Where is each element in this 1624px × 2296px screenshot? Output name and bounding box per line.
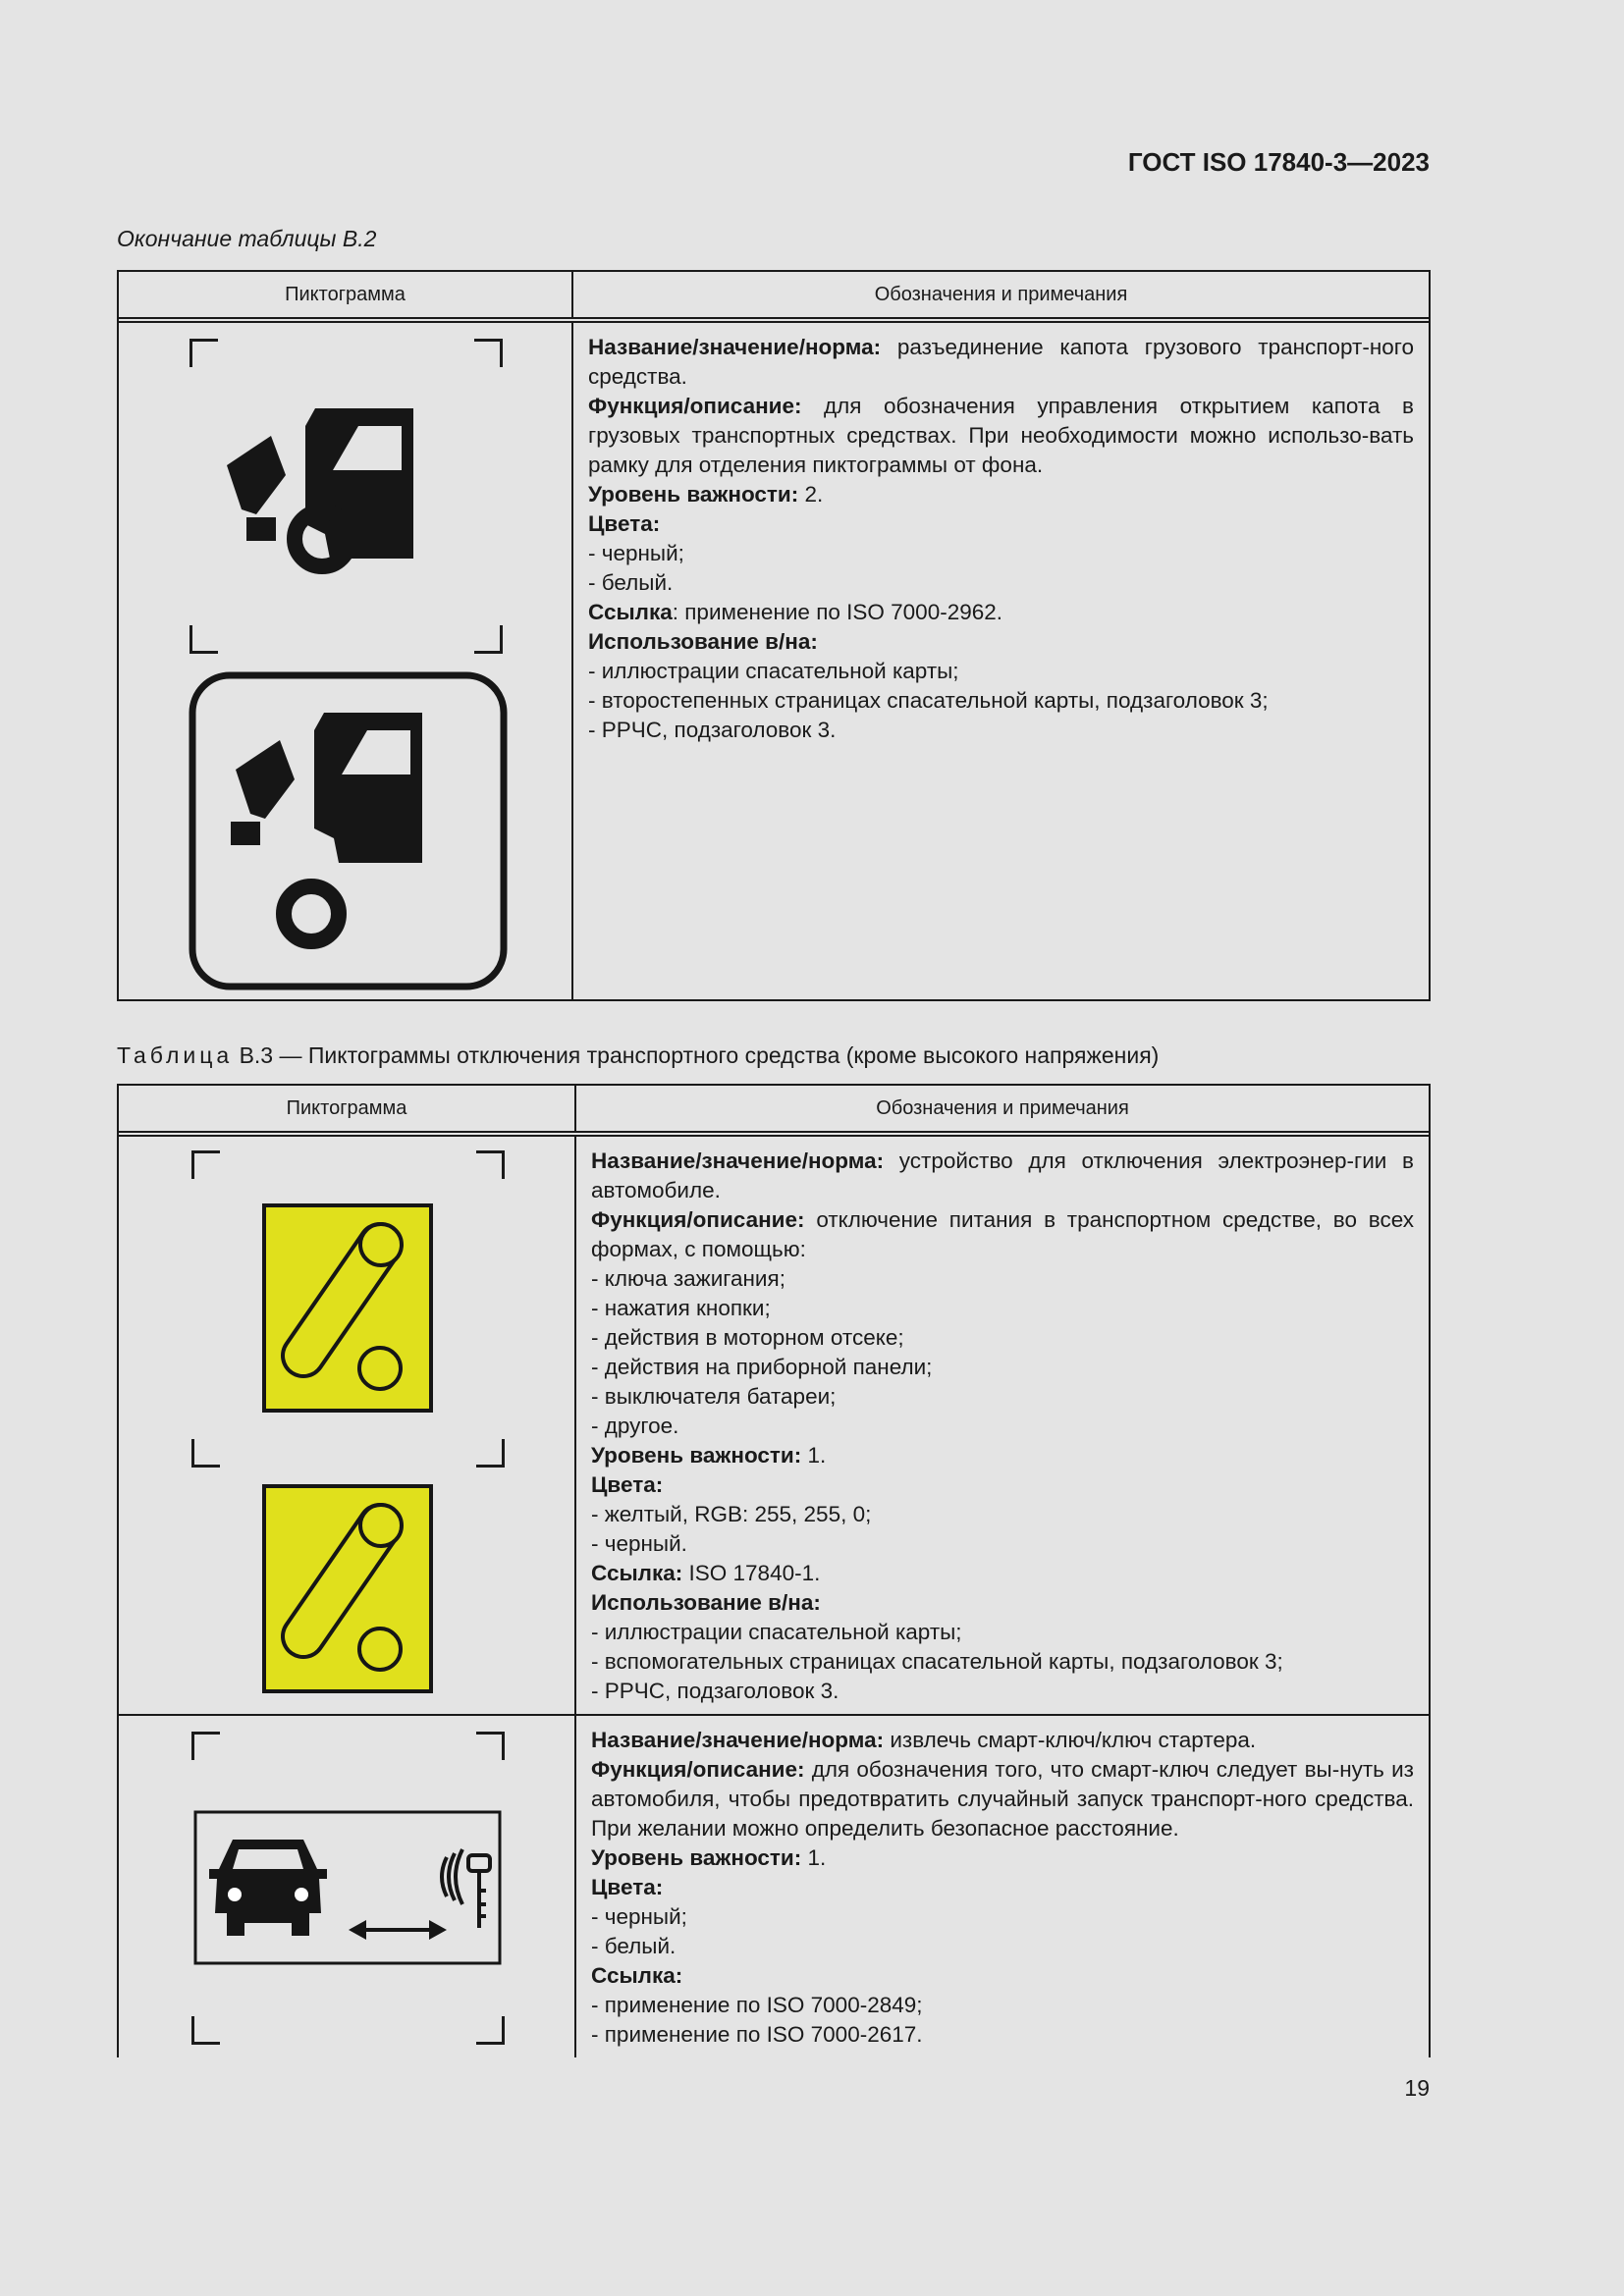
notes-cell — [576, 1716, 1429, 2057]
reference-value: : применение по ISO 7000-2962. — [672, 600, 1003, 624]
list-item: - второстепенных страницах спасательной карты, подзаголовок 3; — [588, 688, 1269, 713]
power-disconnect-icon — [262, 1203, 433, 1413]
table-b2 — [117, 270, 1431, 1001]
table-b3 — [117, 1084, 1431, 2057]
usage-label: Использование в/на: — [588, 629, 818, 654]
table-b2-caption: Окончание таблицы В.2 — [117, 226, 377, 251]
frame-corner — [189, 339, 218, 367]
usage-label: Использование в/на: — [591, 1590, 821, 1615]
list-item: - белый. — [591, 1934, 677, 1958]
caption-text: В.3 — Пиктограммы отключения транспортного средства (кроме высокого напряжения) — [233, 1042, 1160, 1068]
list-item: - действия в моторном отсеке; — [591, 1325, 904, 1350]
frame-corner — [476, 2016, 505, 2045]
frame-corner — [474, 339, 503, 367]
frame-corner — [474, 625, 503, 654]
list-item: - другое. — [591, 1414, 679, 1438]
colors-label: Цвета: — [588, 511, 661, 536]
list-item: - иллюстрации спасательной карты; — [591, 1620, 962, 1644]
level-value: 1. — [807, 1443, 827, 1468]
reference-value: ISO 17840-1. — [688, 1561, 821, 1585]
reference-label: Ссылка: — [591, 1561, 683, 1585]
name-label: Название/значение/норма: — [591, 1728, 885, 1752]
notes-cell — [573, 323, 1429, 1001]
truck-hood-release-framed-icon — [189, 671, 508, 990]
name-label: Название/значение/норма: — [588, 335, 882, 359]
column-header-pictogram: Пиктограмма — [119, 1086, 576, 1131]
frame-corner — [191, 2016, 220, 2045]
frame-corner — [189, 625, 218, 654]
pictogram-cell — [119, 1137, 576, 1714]
frame-corner — [476, 1439, 505, 1468]
table-row — [119, 1714, 1429, 2057]
colors-label: Цвета: — [591, 1472, 664, 1497]
frame-corner — [191, 1150, 220, 1179]
function-value: для обозначения управления открытием капота в грузовых транспортных средствах. При необходимости можно использо-вать рамку для отделения пиктограммы от фона. — [588, 394, 1414, 477]
function-value: для обозначения того, что смарт-ключ следует вы-нуть из автомобиля, чтобы предотвратить случайный запуск транспорт-ного средства. При желании можно определить безопасное расстояние. — [591, 1757, 1414, 1841]
remove-smart-key-icon — [193, 1810, 502, 1965]
power-disconnect-icon-alt — [262, 1484, 433, 1693]
function-value: отключение питания в транспортном средстве, во всех формах, с помощью: — [591, 1207, 1414, 1261]
list-item: - ключа зажигания; — [591, 1266, 785, 1291]
colors-label: Цвета: — [591, 1875, 664, 1899]
list-item: - желтый, RGB: 255, 255, 0; — [591, 1502, 872, 1526]
reference-label: Ссылка: — [591, 1963, 683, 1988]
list-item: - вспомогательных страницах спасательной карты, подзаголовок 3; — [591, 1649, 1283, 1674]
level-value: 1. — [807, 1845, 827, 1870]
frame-corner — [191, 1439, 220, 1468]
list-item: - применение по ISO 7000-2849; — [591, 1993, 923, 2017]
function-label: Функция/описание: — [588, 394, 802, 418]
table-header — [119, 1086, 1429, 1137]
frame-corner — [191, 1732, 220, 1760]
pictogram-cell — [119, 1716, 576, 2057]
caption-prefix: Таблица — [117, 1042, 234, 1068]
list-item: - нажатия кнопки; — [591, 1296, 771, 1320]
list-item: - РРЧС, подзаголовок 3. — [591, 1679, 839, 1703]
column-header-notes: Обозначения и примечания — [874, 283, 1128, 305]
page-number: 19 — [1404, 2075, 1430, 2101]
column-header-pictogram: Пиктограмма — [119, 272, 573, 317]
table-header — [119, 272, 1429, 323]
list-item: - черный. — [591, 1531, 687, 1556]
table-b3-caption — [117, 1042, 1159, 1069]
truck-hood-release-icon — [207, 377, 443, 622]
list-item: - иллюстрации спасательной карты; — [588, 659, 959, 683]
document-id: ГОСТ ISO 17840-3—2023 — [1127, 147, 1430, 177]
level-label: Уровень важности: — [591, 1845, 802, 1870]
function-label: Функция/описание: — [591, 1757, 805, 1782]
name-value: извлечь смарт-ключ/ключ стартера. — [890, 1728, 1257, 1752]
list-item: - РРЧС, подзаголовок 3. — [588, 718, 837, 742]
name-value: разъединение капота грузового транспорт-ного средства. — [588, 335, 1414, 389]
name-label: Название/значение/норма: — [591, 1148, 885, 1173]
level-label: Уровень важности: — [591, 1443, 802, 1468]
column-header-notes: Обозначения и примечания — [876, 1096, 1129, 1119]
level-label: Уровень важности: — [588, 482, 799, 507]
list-item: - черный; — [591, 1904, 687, 1929]
level-value: 2. — [804, 482, 824, 507]
reference-label: Ссылка — [588, 600, 673, 624]
table-row — [119, 323, 1429, 1001]
list-item: - выключателя батареи; — [591, 1384, 837, 1409]
frame-corner — [476, 1150, 505, 1179]
notes-cell — [576, 1137, 1429, 1714]
list-item: - применение по ISO 7000-2617. — [591, 2022, 923, 2047]
list-item: - черный; — [588, 541, 684, 565]
list-item: - белый. — [588, 570, 674, 595]
pictogram-cell — [119, 323, 573, 1001]
function-label: Функция/описание: — [591, 1207, 805, 1232]
table-row — [119, 1137, 1429, 1714]
name-value: устройство для отключения электроэнер-гии в автомобиле. — [591, 1148, 1414, 1202]
frame-corner — [476, 1732, 505, 1760]
list-item: - действия на приборной панели; — [591, 1355, 933, 1379]
